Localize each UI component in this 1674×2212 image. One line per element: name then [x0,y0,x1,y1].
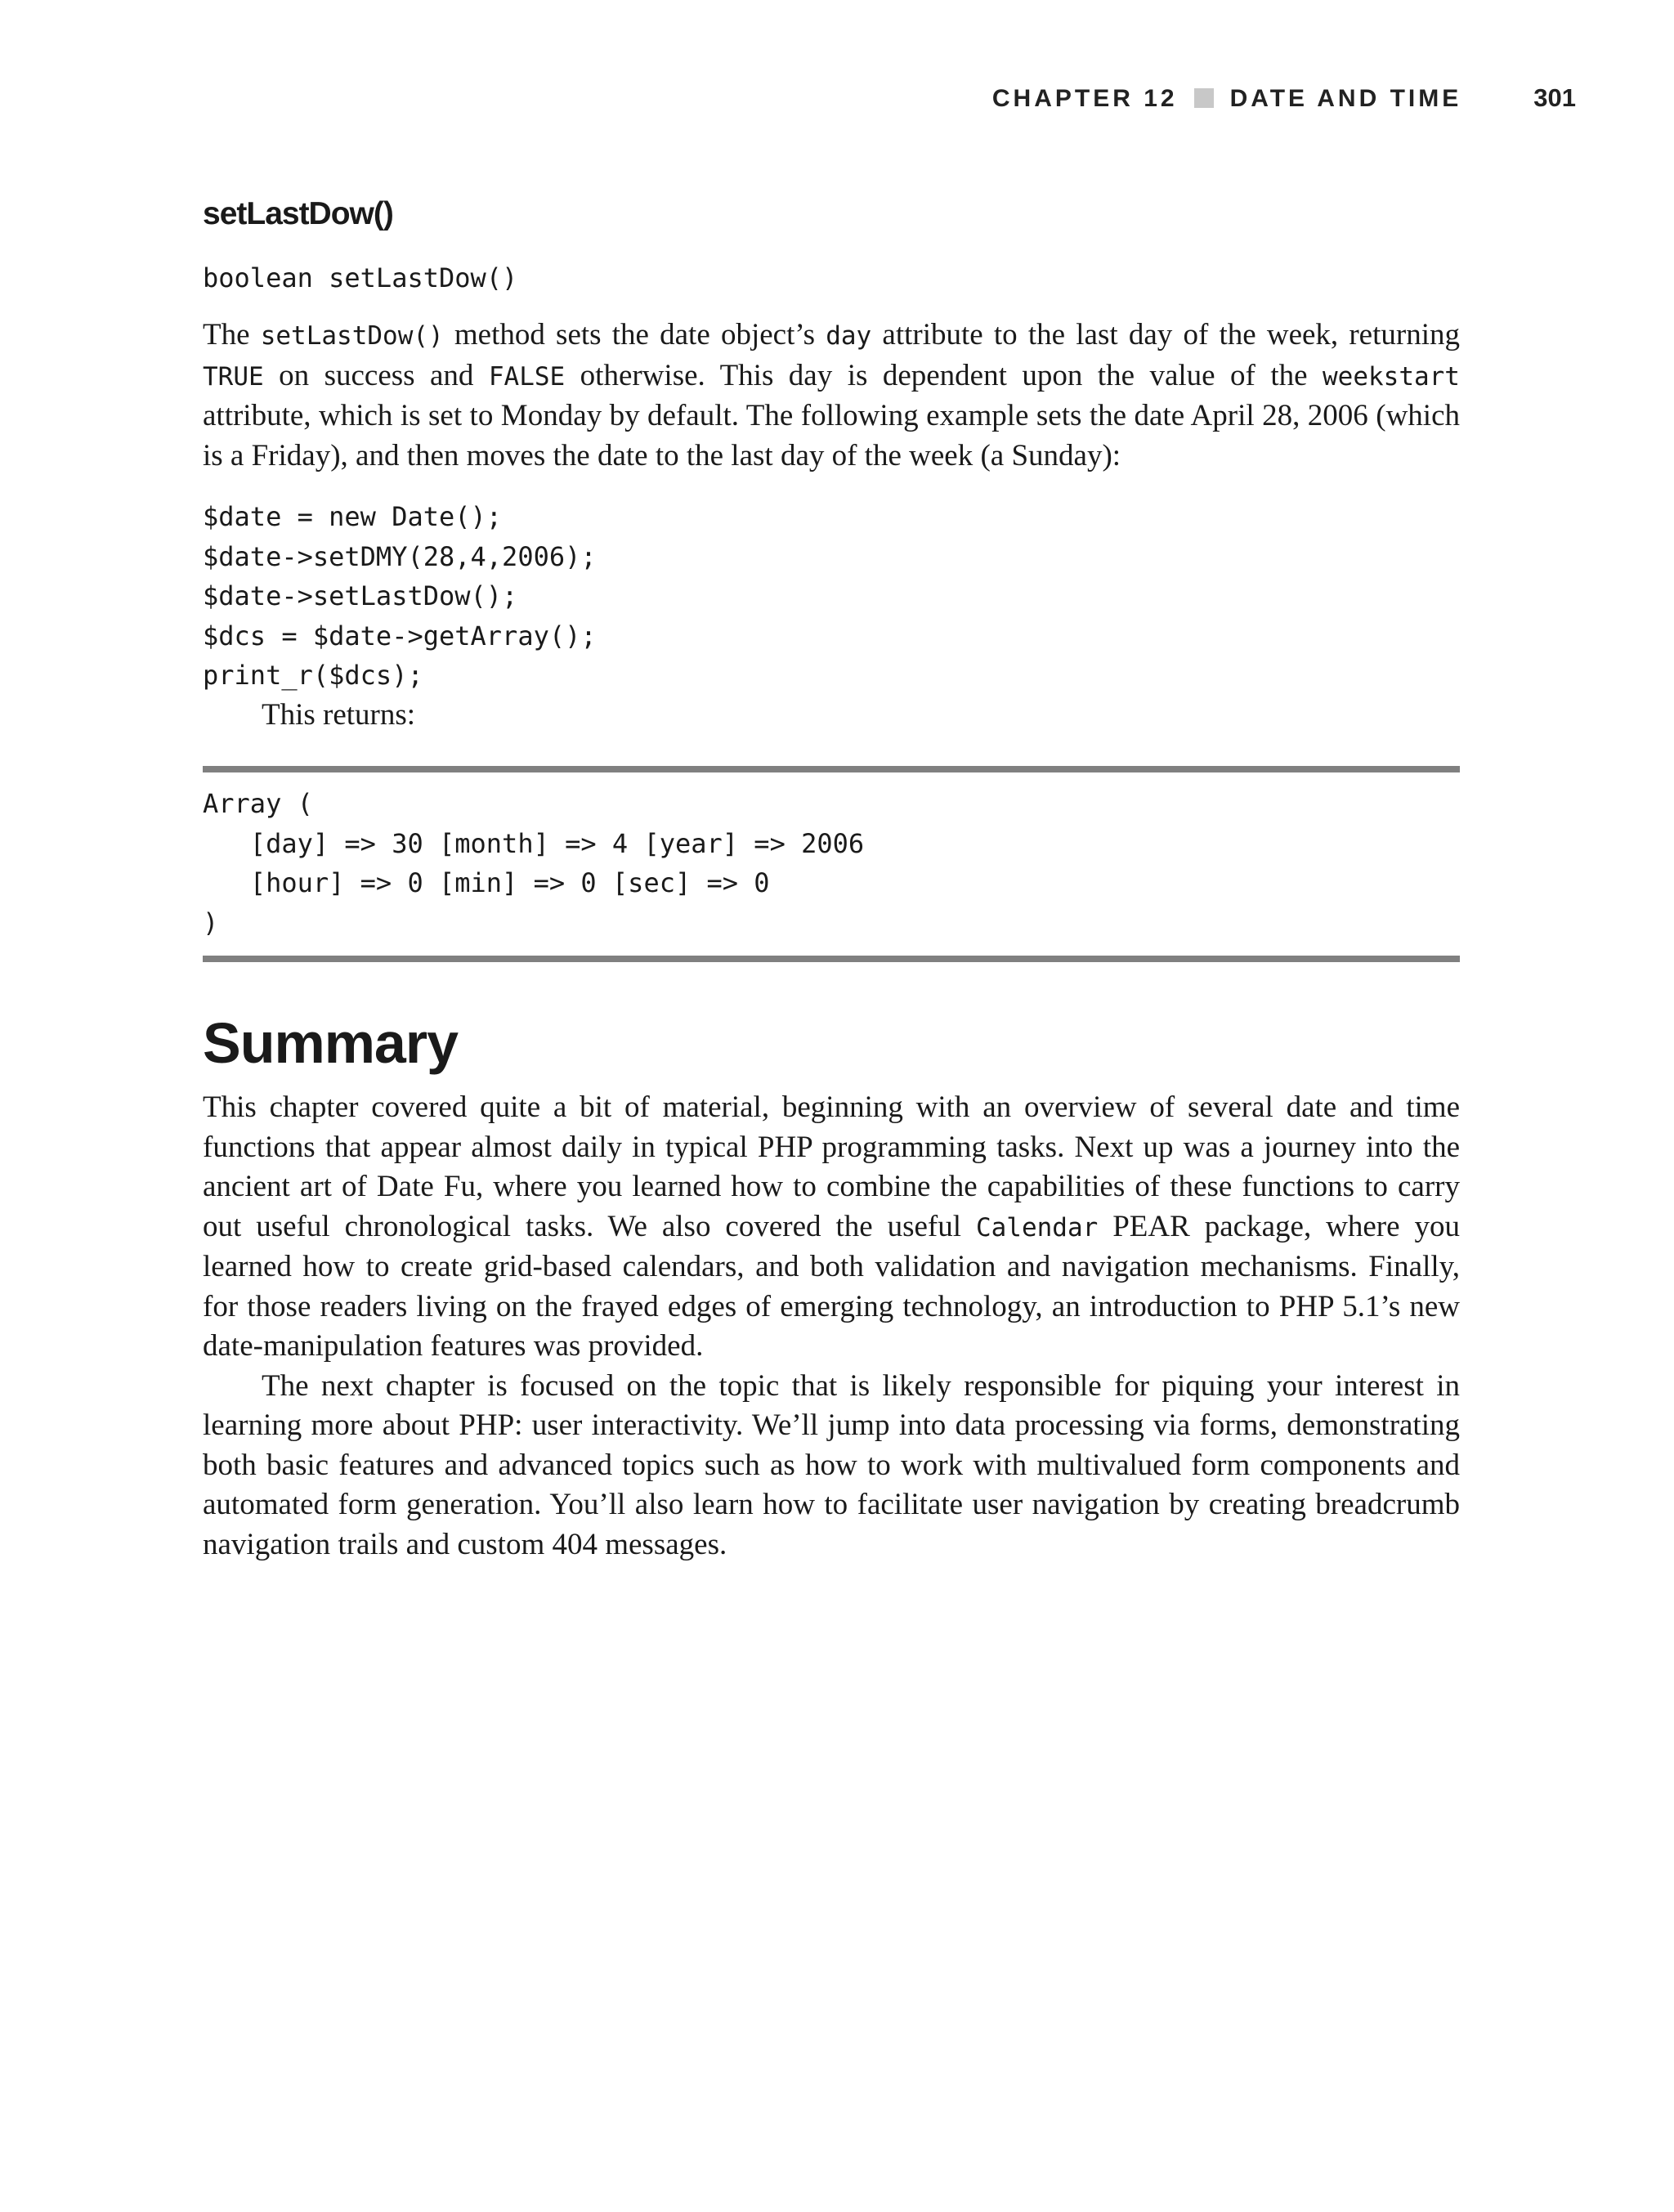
output-box [203,766,1460,962]
inline-code: TRUE [203,361,264,392]
method-signature: boolean setLastDow() [203,262,518,293]
summary-paragraph-1 [203,1088,1460,1367]
section-label: DATE AND TIME [1229,85,1462,112]
inline-code: Calendar [975,1212,1099,1243]
text-run: on success and [263,358,489,392]
inline-code: setLastDow() [260,321,444,351]
page-content [203,188,1460,1565]
square-separator-icon [1194,88,1214,108]
text-run: attribute, which is set to Monday by default. The following example sets the date April 28, 2006 (which is a Friday), and then moves the date to the last day of the week (a Sunday): [203,399,1460,472]
inline-code: weekstart [1323,361,1460,392]
method-heading: setLastDow() [203,196,393,231]
text-run: The [203,318,261,352]
summary-paragraph-2: The next chapter is focused on the topic that is likely responsible for piquing your interest in learning more about PHP: user interactivity. We’ll jump into data processing via forms, demonstrating both basic features and advanced topics such as how to work with multivalued form components and automated form generation. You’ll also learn how to facilitate user navigation by creating breadcrumb navigation trails and custom 404 messages. [203,1368,1460,1561]
inline-code: day [826,321,872,351]
chapter-label: CHAPTER 12 [991,85,1178,112]
running-head [0,82,1576,115]
text-run: This chapter covered quite a bit of material, beginning with an overview of several date and time functions that appear almost daily in typical PHP programming tasks. Next up was a journey into the ancient art of Date Fu, where you learned how to combine the capabilities of these functions to carry out useful chronological tasks. We also covered the useful [203,1090,1460,1243]
summary-text [203,1088,1460,1565]
page-number: 301 [1533,83,1576,112]
text-run: attribute to the last day of the week, returning [871,318,1460,352]
code-example: $date = new Date(); $date->setDMY(28,4,2006); $date->setLastDow(); $dcs = $date->getArray(); print_r($dcs); [203,501,597,691]
returns-label: This returns: [262,697,416,732]
text-run: method sets the date object’s [443,318,826,352]
text-run: PEAR package, where you learned how to create grid-based calendars, and both validation and navigation mechanisms. Finally, for those readers living on the frayed edges of emerging technology, an introduction to PHP 5.1’s new date-manipulation features was provided. [203,1209,1460,1363]
code-output: Array ( [day] => 30 [month] => 4 [year] => 2006 [hour] => 0 [min] => 0 [sec] => 0 ) [203,788,865,938]
text-run: otherwise. This day is dependent upon the value of the [565,358,1323,392]
summary-heading: Summary [203,1011,459,1075]
inline-code: FALSE [488,361,566,392]
method-description [203,316,1460,476]
